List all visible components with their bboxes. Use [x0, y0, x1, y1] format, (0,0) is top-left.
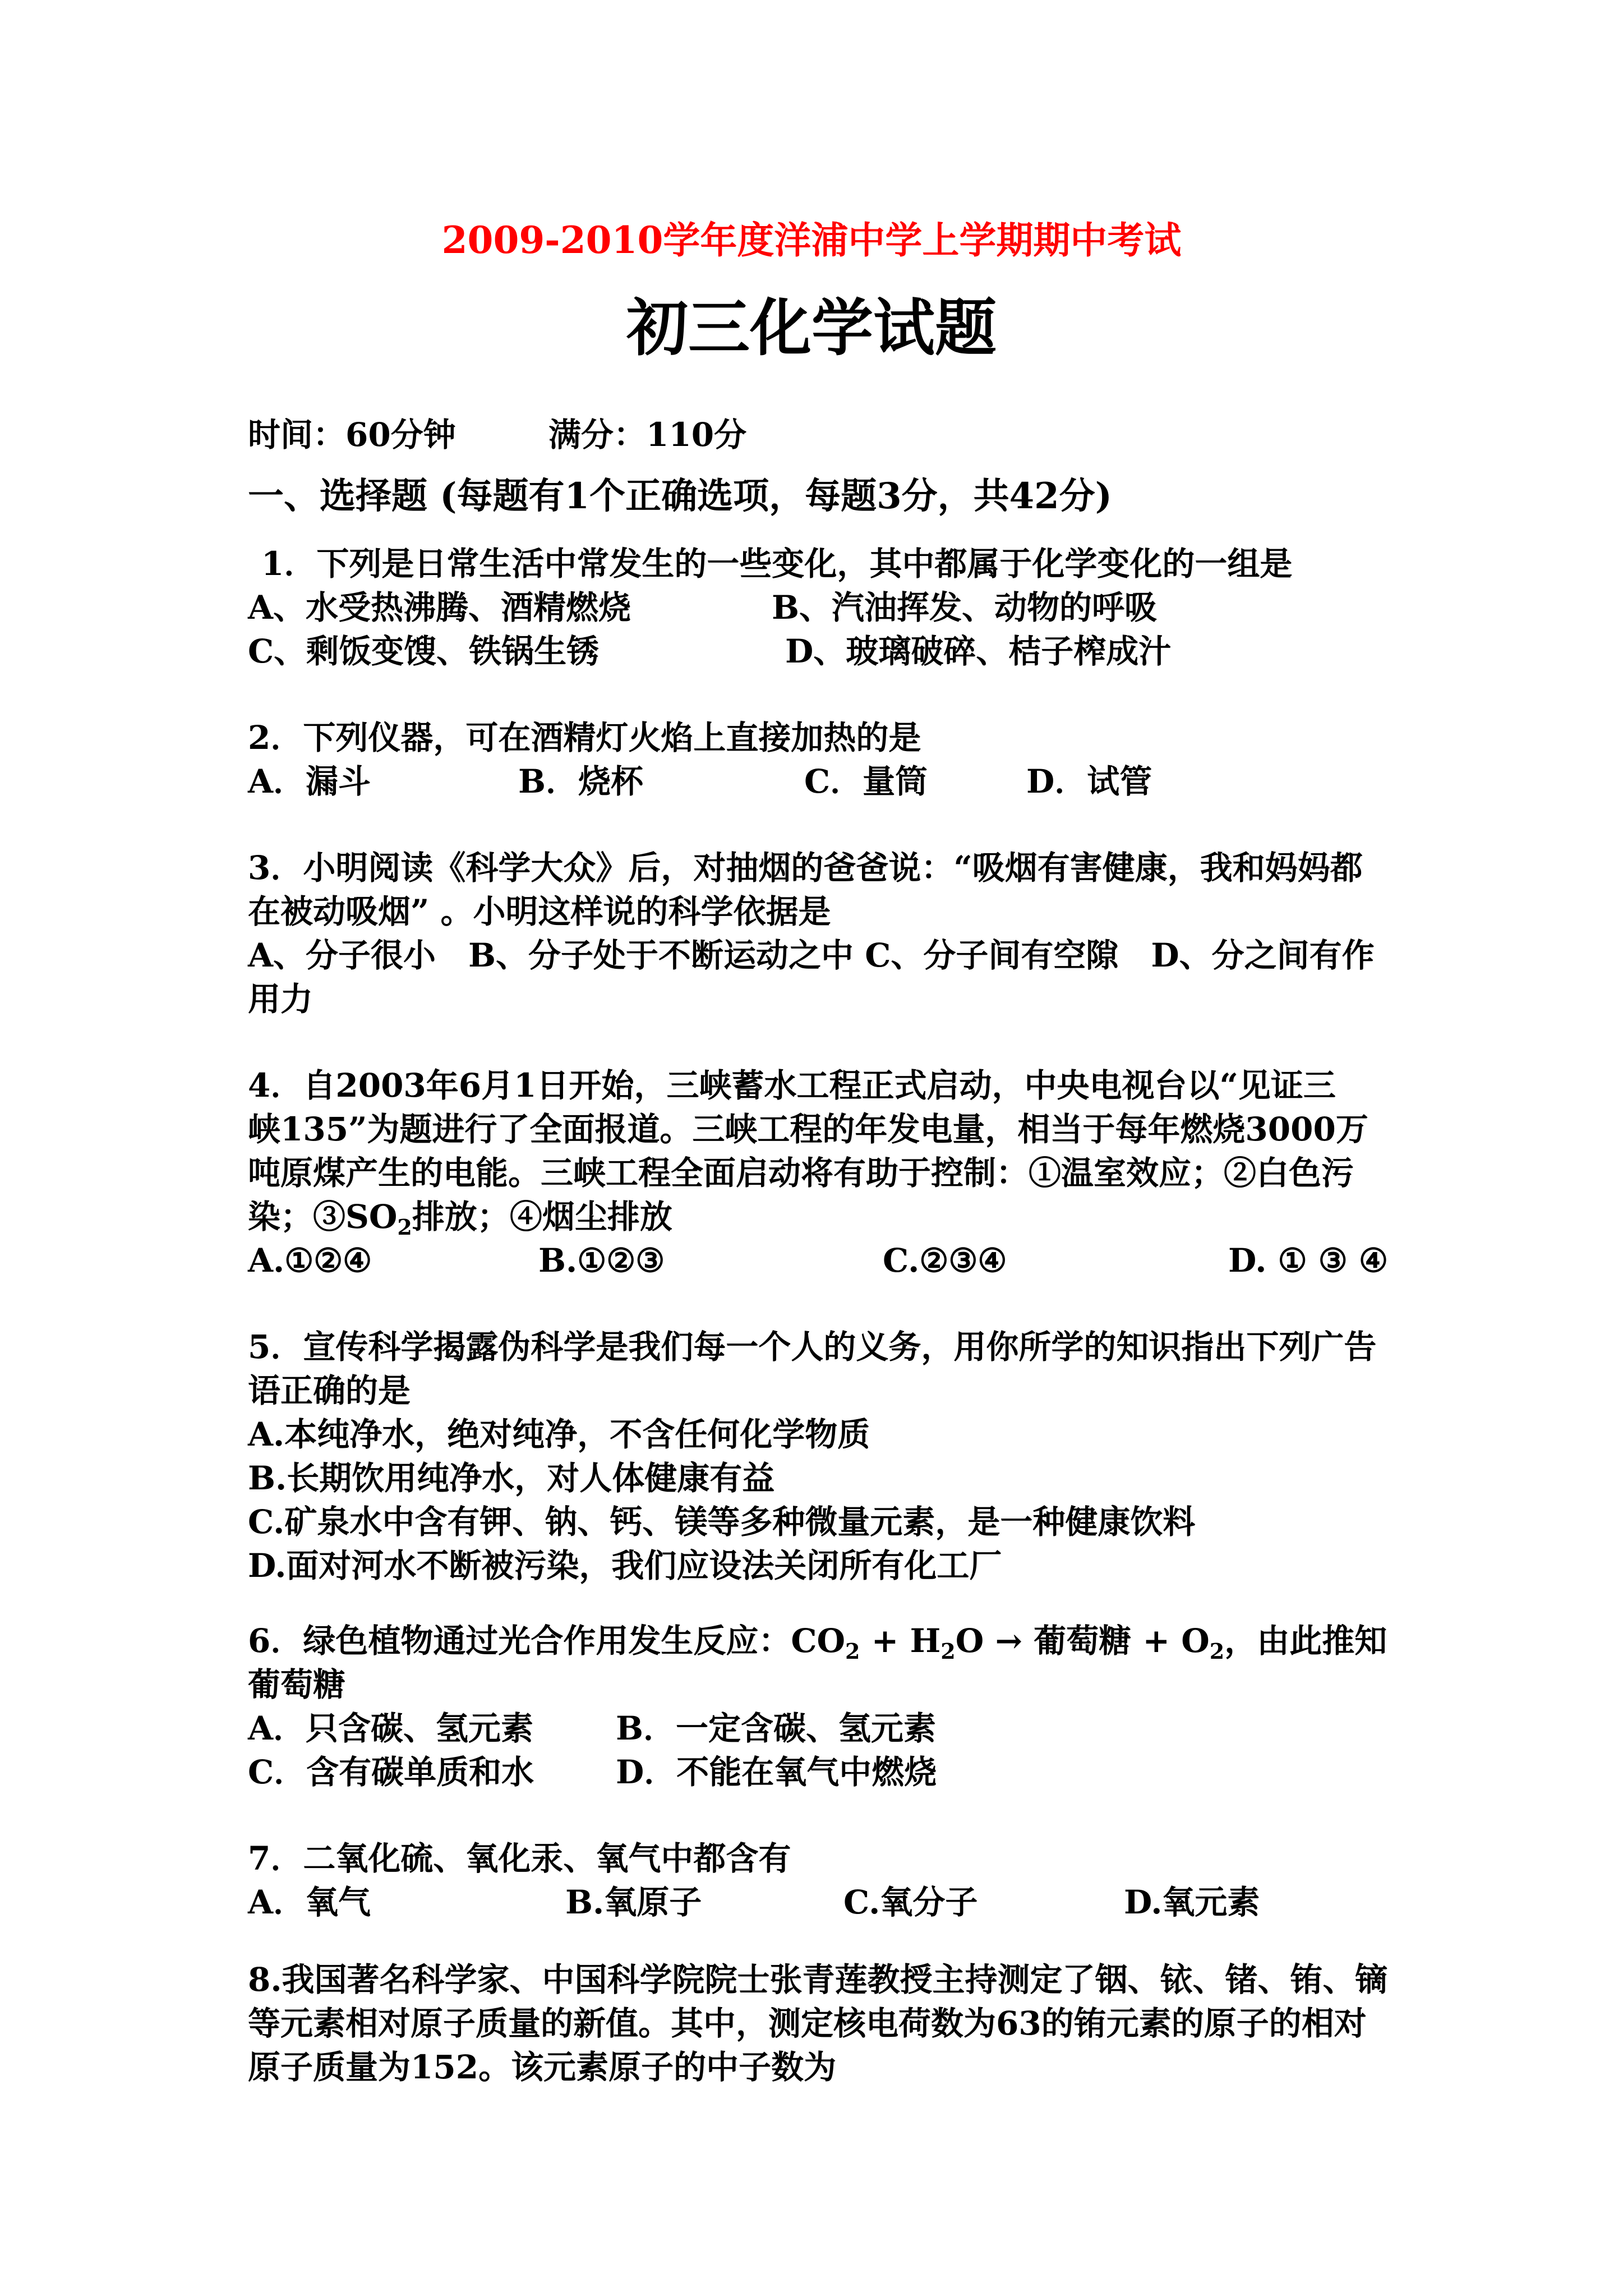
question-6-stem-line-2: 葡萄糖: [248, 1665, 346, 1704]
question-6-stem-d: ，由此推知: [1224, 1622, 1387, 1660]
question-8-stem-line-3: 原子质量为152。该元素原子的中子数为: [248, 2048, 837, 2086]
question-6-stem-line-1: [248, 1619, 1387, 1663]
question-4-option-c: C.②③④: [883, 1241, 1007, 1280]
question-1-option-b: B、汽油挥发、动物的呼吸: [772, 588, 1158, 627]
question-4-stem-line-2: 峡135”为题进行了全面报道。三峡工程的年发电量，相当于每年燃烧3000万: [248, 1110, 1368, 1148]
question-8-stem-line-2: 等元素相对原子质量的新值。其中，测定核电荷数为63的铕元素的原子的相对: [248, 2004, 1367, 2042]
question-6-sub-1: 2: [845, 1639, 860, 1664]
question-7-option-d: D.氧元素: [1124, 1883, 1260, 1921]
section-heading: 一、选择题 (每题有1个正确选项，每题3分，共42分): [248, 475, 1112, 517]
question-6-sub-2: 2: [940, 1639, 956, 1664]
exam-title: 2009-2010学年度洋浦中学上学期期中考试: [441, 218, 1182, 262]
question-4-stem-sub: 2: [397, 1214, 412, 1240]
question-6-option-d: D．不能在氧气中燃烧: [616, 1753, 937, 1791]
question-4-stem-post: 排放；④烟尘排放: [412, 1198, 672, 1236]
question-1-option-d: D、玻璃破碎、桔子榨成汁: [785, 632, 1172, 670]
question-6-stem-a: 6．绿色植物通过光合作用发生反应：CO: [248, 1622, 846, 1660]
question-6-option-c: C．含有碳单质和水: [248, 1753, 534, 1791]
question-4-stem-line-1: 4．自2003年6月1日开始，三峡蓄水工程正式启动，中央电视台以“见证三: [248, 1066, 1336, 1105]
question-5-stem-line-1: 5．宣传科学揭露伪科学是我们每一个人的义务，用你所学的知识指出下列广告: [248, 1328, 1377, 1366]
question-4-stem-line-4: [248, 1195, 672, 1239]
question-7-option-b: B.氧原子: [565, 1883, 702, 1921]
question-3-options-line-2: 用力: [248, 980, 313, 1018]
question-1-option-a: A、水受热沸腾、酒精燃烧: [248, 588, 631, 627]
question-3-stem-line-1: 3．小明阅读《科学大众》后，对抽烟的爸爸说：“吸烟有害健康，我和妈妈都: [248, 849, 1363, 887]
question-3-options-line-1: A、分子很小 B、分子处于不断运动之中 C、分子间有空隙 D、分之间有作: [248, 936, 1375, 974]
question-7-stem: 7．二氧化硫、氧化汞、氧气中都含有: [248, 1839, 791, 1878]
question-4-option-a: A.①②④: [248, 1241, 372, 1280]
time-label: 时间：60分钟: [248, 416, 456, 454]
question-5-stem-line-2: 语正确的是: [248, 1372, 411, 1410]
question-8-stem-line-1: 8.我国著名科学家、中国科学院院士张青莲教授主持测定了铟、铱、锗、铕、镝: [248, 1961, 1388, 1999]
question-2-option-c: C．量筒: [804, 762, 928, 800]
question-5-option-c: C.矿泉水中含有钾、钠、钙、镁等多种微量元素，是一种健康饮料: [248, 1503, 1196, 1541]
question-6-option-a: A．只含碳、氢元素: [248, 1709, 534, 1747]
question-5-option-b: B.长期饮用纯净水，对人体健康有益: [248, 1459, 775, 1497]
question-2-option-b: B．烧杯: [518, 762, 644, 800]
question-4-stem-pre: 染；③SO: [248, 1198, 398, 1236]
question-4-stem-line-3: 吨原煤产生的电能。三峡工程全面启动将有助于控制：①温室效应；②白色污: [248, 1154, 1354, 1192]
question-5-option-a: A.本纯净水，绝对纯净，不含任何化学物质: [248, 1415, 870, 1453]
question-2-stem: 2．下列仪器，可在酒精灯火焰上直接加热的是: [248, 719, 921, 757]
subject-title: 初三化学试题: [626, 292, 997, 364]
question-6-sub-3: 2: [1209, 1639, 1225, 1664]
question-6-stem-c: O → 葡萄糖 + O: [955, 1622, 1210, 1660]
question-1-stem: 1．下列是日常生活中常发生的一些变化，其中都属于化学变化的一组是: [261, 545, 1293, 583]
question-4-option-b: B.①②③: [538, 1241, 665, 1280]
question-2-option-d: D．试管: [1026, 762, 1152, 800]
score-label: 满分：110分: [548, 416, 747, 454]
question-2-option-a: A．漏斗: [248, 762, 371, 800]
question-4-option-d: D. ① ③ ④: [1228, 1241, 1388, 1280]
question-7-option-c: C.氧分子: [843, 1883, 978, 1921]
question-6-stem-b: + H: [860, 1622, 941, 1660]
question-1-option-c: C、剩饭变馊、铁锅生锈: [248, 632, 600, 670]
question-3-stem-line-2: 在被动吸烟” 。小明这样说的科学依据是: [248, 892, 831, 931]
question-5-option-d: D.面对河水不断被污染，我们应设法关闭所有化工厂: [248, 1547, 1002, 1585]
question-6-option-b: B．一定含碳、氢元素: [616, 1709, 937, 1747]
question-7-option-a: A．氧气: [248, 1883, 371, 1921]
